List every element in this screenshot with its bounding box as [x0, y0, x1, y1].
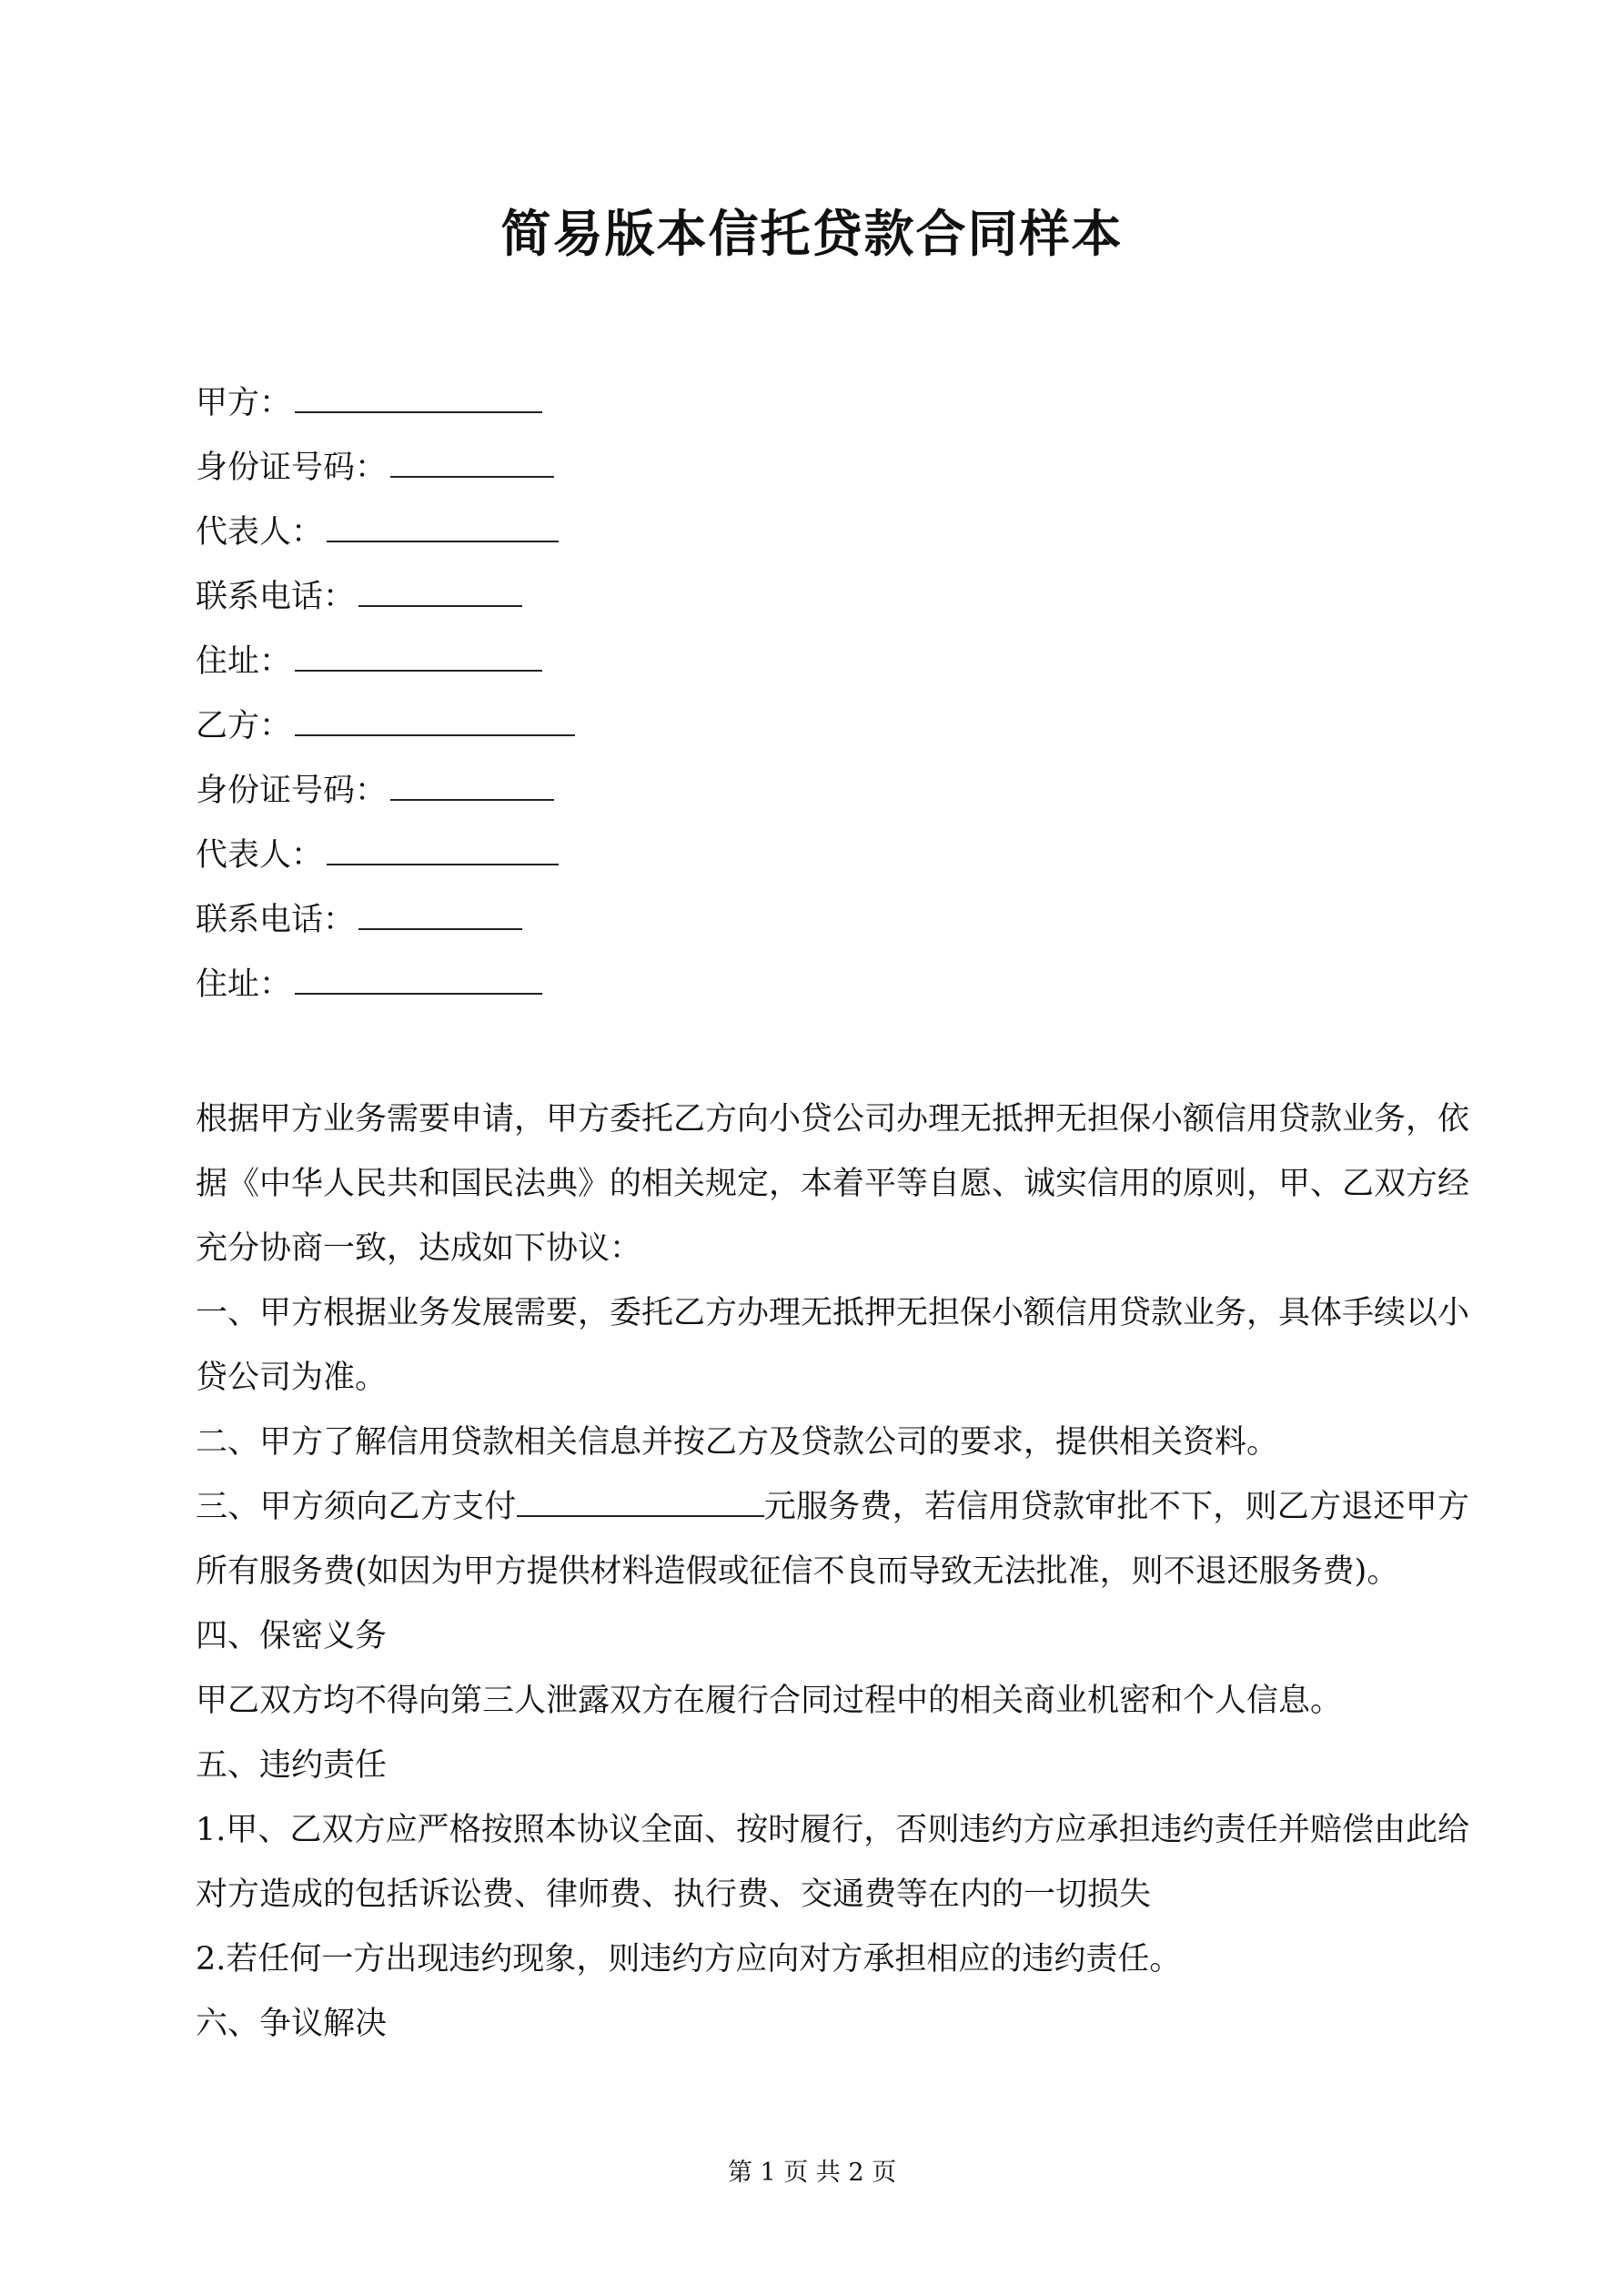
section-heading-dispute: 六、争议解决: [196, 2006, 388, 2042]
fill-in-blank[interactable]: [295, 639, 542, 672]
preamble-paragraph: 根据甲方业务需要申请，甲方委托乙方向小贷公司办理无抵押无担保小额信用贷款业务，依据《中华人民共和国民法典》的相关规定，本着平等自愿、诚实信用的原则，甲、乙双方经充分协商一致，达成如下协议：: [196, 1101, 1470, 1267]
fill-in-blank[interactable]: [390, 445, 554, 478]
section-heading-confidentiality: 四、保密义务: [196, 1618, 388, 1654]
field-label: 住址：: [196, 966, 292, 1003]
field-label: 联系电话：: [196, 902, 356, 938]
liability-item-1: 1.甲、乙双方应严格按照本协议全面、按时履行，否则违约方应承担违约责任并赔偿由此给对方造成的包括诉讼费、律师费、执行费、交通费等在内的一切损失: [196, 1812, 1469, 1913]
page-footer: 第 1 页 共 2 页: [727, 2159, 897, 2187]
clause-1: 一、甲方根据业务发展需要，委托乙方办理无抵押无担保小额信用贷款业务，具体手续以小贷公司为准。: [196, 1295, 1470, 1396]
fill-in-blank[interactable]: [358, 574, 522, 607]
party-a-phone-row: [196, 574, 1469, 639]
field-label: 甲方：: [196, 385, 292, 421]
section-heading-liability: 五、违约责任: [196, 1747, 388, 1784]
fill-in-blank[interactable]: [327, 833, 559, 865]
clause-3-text-before: 三、甲方须向乙方支付: [196, 1489, 517, 1525]
document-title: 简易版本信托贷款合同样本: [500, 204, 1124, 263]
fill-in-blank[interactable]: [358, 897, 522, 930]
field-label: 乙方：: [196, 708, 292, 744]
clause-2: 二、甲方了解信用贷款相关信息并按乙方及贷款公司的要求，提供相关资料。: [196, 1424, 1279, 1461]
clause-3-text-after: 元服务费，若信用贷款审批不下，则乙方退还甲方所有服务费(如因为甲方提供材料造假或征信不良而导致无法批准，则不退还服务费)。: [196, 1489, 1469, 1590]
party-b-address-row: [196, 962, 1469, 1027]
party-a-representative-row: [196, 510, 1469, 574]
party-a-name-row: [196, 380, 1469, 445]
party-a-id-row: [196, 445, 1469, 510]
service-fee-blank[interactable]: [517, 1484, 764, 1517]
fill-in-blank[interactable]: [390, 768, 554, 801]
field-label: 联系电话：: [196, 579, 356, 615]
party-a-address-row: [196, 639, 1469, 703]
field-label: 代表人：: [196, 514, 324, 551]
field-label: 住址：: [196, 643, 292, 680]
fill-in-blank[interactable]: [295, 380, 542, 413]
party-b-id-row: [196, 768, 1469, 833]
field-label: 身份证号码：: [196, 450, 388, 486]
contract-body: [196, 1087, 1469, 2057]
clause-3: [196, 1475, 1469, 1604]
field-label: 代表人：: [196, 837, 324, 874]
party-b-representative-row: [196, 833, 1469, 897]
party-info-block: [196, 380, 1469, 1027]
party-b-phone-row: [196, 897, 1469, 962]
fill-in-blank[interactable]: [295, 703, 575, 736]
confidentiality-text: 甲乙双方均不得向第三人泄露双方在履行合同过程中的相关商业机密和个人信息。: [196, 1683, 1343, 1719]
fill-in-blank[interactable]: [327, 510, 559, 542]
liability-item-2: 2.若任何一方出现违约现象，则违约方应向对方承担相应的违约责任。: [196, 1941, 1182, 1977]
party-b-name-row: [196, 703, 1469, 768]
fill-in-blank[interactable]: [295, 962, 542, 995]
field-label: 身份证号码：: [196, 773, 388, 809]
